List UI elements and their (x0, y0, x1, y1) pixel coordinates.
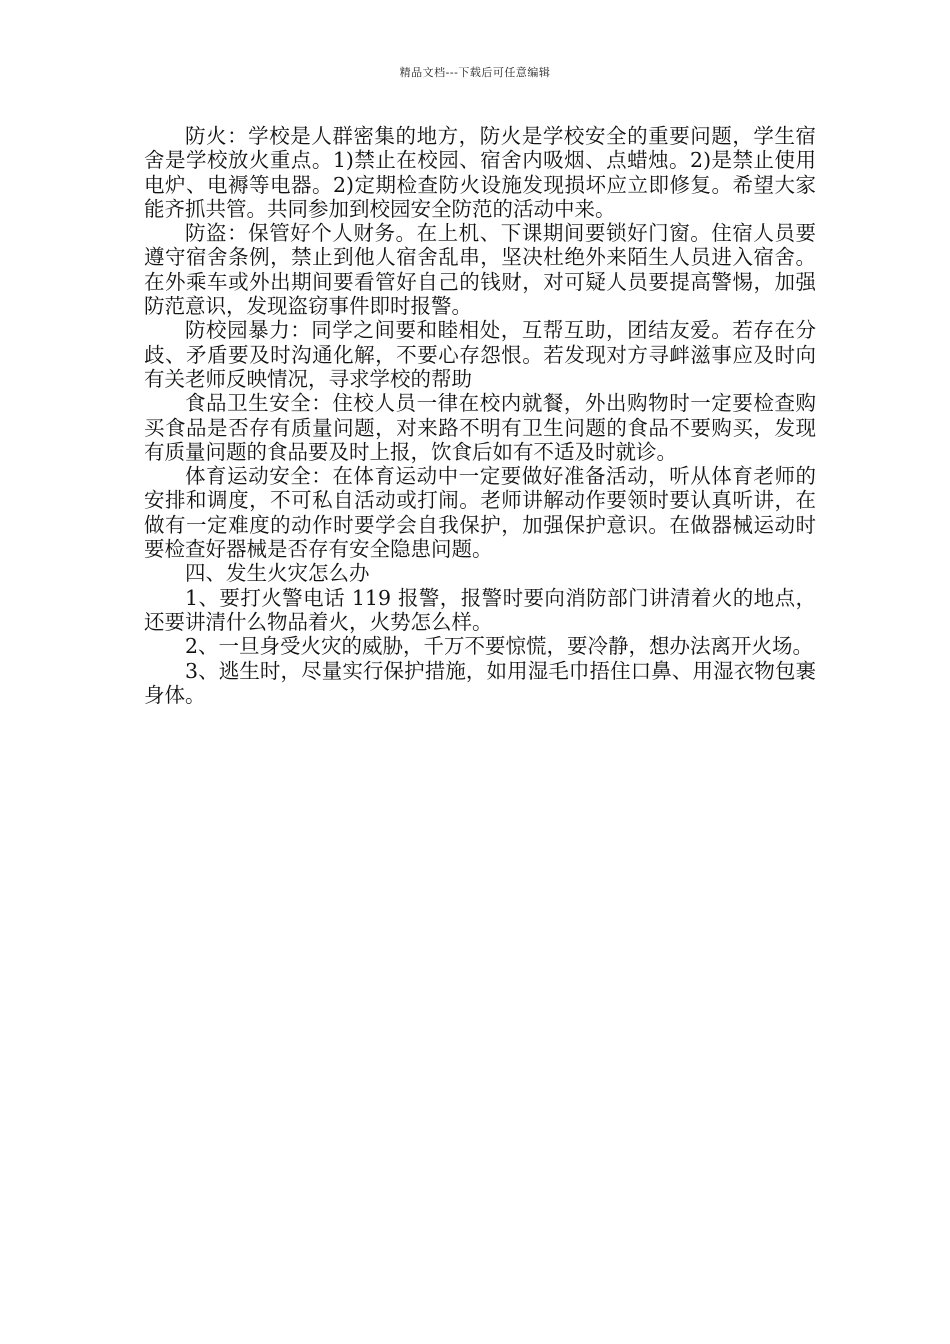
paragraph-theft-prevention: 防盗：保管好个人财务。在上机、下课期间要锁好门窗。住宿人员要遵守宿舍条例，禁止到他人宿舍乱串，坚决杜绝外来陌生人员进入宿舍。在外乘车或外出期间要看管好自己的钱财，对可疑人员要提高警惕，加强防范意识，发现盗窃事件即时报警。 (144, 221, 816, 319)
list-item-stay-calm: 2、一旦身受火灾的威胁，千万不要惊慌，要冷静，想办法离开火场。 (185, 634, 814, 659)
list-item-escape-protection: 3、逃生时，尽量实行保护措施，如用湿毛巾捂住口鼻、用湿衣物包裹身体。 (144, 658, 816, 707)
paragraph-sports-safety: 体育运动安全：在体育运动中一定要做好准备活动，听从体育老师的安排和调度，不可私自活动或打闹。老师讲解动作要领时要认真听讲，在做有一定难度的动作时要学会自我保护，加强保护意识。在做器械运动时要检查好器械是否存有安全隐患问题。 (144, 464, 816, 562)
page-header: 精品文档---下载后可任意编辑 (399, 66, 551, 79)
paragraph-campus-violence: 防校园暴力：同学之间要和睦相处，互帮互助，团结友爱。若存在分歧、矛盾要及时沟通化解，不要心存怨恨。若发现对方寻衅滋事应及时向有关老师反映情况，寻求学校的帮助 (144, 318, 816, 391)
paragraph-fire-prevention: 防火：学校是人群密集的地方，防火是学校安全的重要问题，学生宿舍是学校放火重点。1)禁止在校园、宿舍内吸烟、点蜡烛。2)是禁止使用电炉、电褥等电器。2)定期检查防火设施发现损坏应立即修复。希望大家能齐抓共管。共同参加到校园安全防范的活动中来。 (144, 124, 816, 221)
paragraph-food-safety: 食品卫生安全：住校人员一律在校内就餐，外出购物时一定要检查购买食品是否存有质量问题，对来路不明有卫生问题的食品不要购买，发现有质量问题的食品要及时上报，饮食后如有不适及时就诊。 (144, 391, 816, 464)
document-body (144, 124, 816, 707)
list-item-call-119: 1、要打火警电话 119 报警，报警时要向消防部门讲清着火的地点，还要讲清什么物品着火，火势怎么样。 (144, 585, 816, 634)
section-heading-fire-response: 四、发生火灾怎么办 (185, 561, 370, 586)
